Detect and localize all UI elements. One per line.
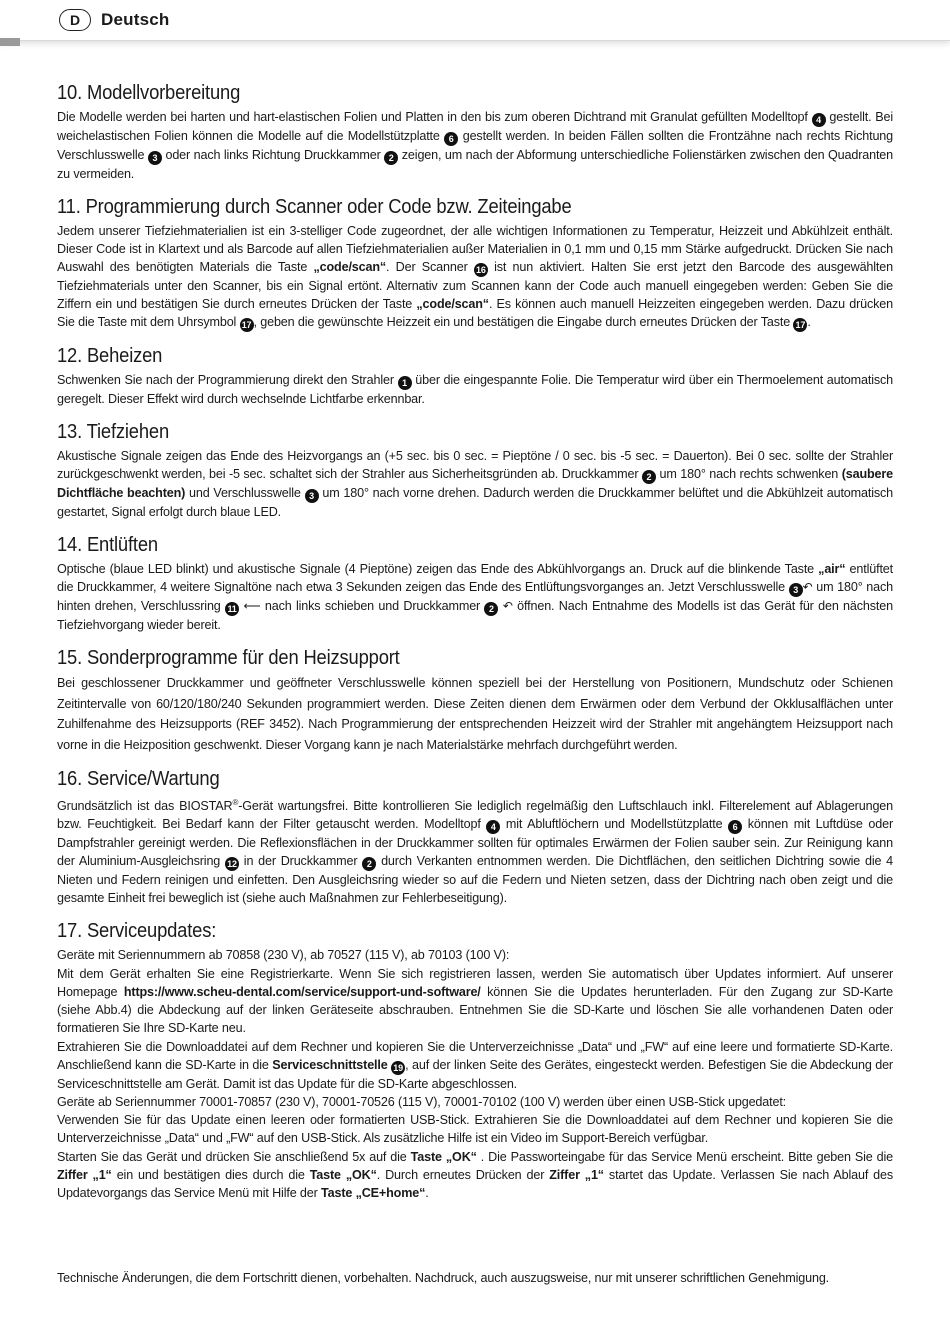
section-paragraph bbox=[57, 794, 893, 907]
text-run: Die Modelle werden bei harten und hart-elastischen Folien und Platten in den bis zum oberen Dichtrand mit Granulat gefüllten Modelltopf bbox=[57, 110, 812, 124]
section-paragraph: Geräte mit Seriennummern ab 70858 (230 V), ab 70527 (115 V), ab 70103 (100 V): bbox=[57, 948, 510, 963]
bold-term: Taste „OK“ bbox=[410, 1150, 477, 1165]
ref-number: 6 bbox=[444, 132, 458, 146]
text-run: gestellt. Bei weichelastischen Folien können die Modelle auf die Modellstützplatte bbox=[57, 110, 893, 143]
left-arrow-icon: ⟵ bbox=[243, 599, 261, 613]
bold-term: „air“ bbox=[818, 562, 846, 576]
ref-number: 11 bbox=[225, 602, 239, 616]
section-paragraph bbox=[57, 108, 893, 183]
ref-number: 6 bbox=[728, 820, 742, 834]
text-run: um 180° nach hinten drehen, Verschlussring bbox=[57, 580, 893, 613]
section-paragraph: Geräte ab Seriennummer 70001-70857 (230 V), 70001-70526 (115 V), 70001-70102 (100 V) werden über einen USB-Stick upgedatet: bbox=[57, 1095, 787, 1110]
text-run: gestellt werden. In beiden Fällen sollten die Frontzähne nach rechts Richtung Verschlusswelle bbox=[57, 129, 894, 162]
ref-number: 1 bbox=[398, 376, 412, 390]
text-run: -Gerät wartungsfrei. Bitte kontrollieren Sie lediglich regelmäßig den Luftschlauch inkl. Filterelement auf Ablagerungen bzw. Feuchtigkeit. Bei Bedarf kann der Filter getauscht werden. Modelltopf bbox=[57, 799, 893, 832]
text-run: Grundsätzlich ist das BIOSTAR bbox=[57, 799, 233, 814]
rotate-back-arrow-icon: ↶ bbox=[502, 599, 513, 613]
section-entlueften bbox=[57, 534, 893, 634]
text-run: in der Druckkammer bbox=[238, 854, 363, 869]
section-paragraph bbox=[57, 371, 893, 408]
bold-term: Taste „CE+home“ bbox=[321, 1186, 426, 1201]
text-run: , geben die gewünschte Heizzeit ein und bestätigen die Eingabe durch erneutes Drücken der Taste bbox=[253, 315, 794, 329]
ref-number: 3 bbox=[789, 583, 803, 597]
bold-term: (saubere Dichtfläche beachten) bbox=[57, 467, 893, 500]
text-run: , auf der linken Seite des Gerätes, eingesteckt werden. Befestigen Sie die Abdeckung der Serviceschnittstelle am Gerät. Damit ist das Update für die SD-Karte abgeschlossen. bbox=[57, 1058, 893, 1092]
text-run: mit Abluftlöchern und Modellstützplatte bbox=[500, 817, 729, 832]
ref-number: 17 bbox=[240, 318, 254, 332]
text-run: nach links schieben und Druckkammer bbox=[260, 599, 485, 613]
text-run: Starten Sie das Gerät und drücken Sie anschließend 5x auf die bbox=[57, 1150, 411, 1165]
ref-number: 2 bbox=[484, 602, 498, 616]
ref-number: 2 bbox=[384, 151, 398, 165]
bold-term: Taste „OK“ bbox=[309, 1168, 377, 1183]
document-body bbox=[57, 82, 893, 1215]
text-run: durch Verkanten entnommen werden. Die Dichtflächen, den seitlichen Dichtring sowie die 4 Nieten und Federn reinigen und einfetten. Den Ausgleichsring wieder so auf die Federn und Nieten setzen, dass der Dichtring nach oben zeigt und die gesamte Einheit frei beweglich ist (siehe auch Maßnahmen zur Fehlerbeseitigung). bbox=[57, 854, 893, 906]
text-run: und Verschlusswelle bbox=[185, 486, 305, 500]
registered-mark: ® bbox=[232, 798, 239, 807]
ref-number: 2 bbox=[362, 857, 376, 871]
bold-term: „code/scan“ bbox=[313, 260, 387, 274]
text-run: . bbox=[807, 315, 811, 329]
section-paragraph bbox=[57, 560, 893, 634]
text-run: . Es können auch manuell Heizzeiten eingegeben werden. Dazu drücken Sie die Taste mit dem Uhrsymbol bbox=[57, 297, 893, 329]
section-modellvorbereitung bbox=[57, 82, 893, 183]
section-paragraph bbox=[57, 965, 893, 1037]
rotate-back-arrow-icon: ↶ bbox=[802, 580, 813, 594]
text-run: ein und bestätigen dies durch die bbox=[111, 1168, 310, 1183]
text-run: entlüftet die Druckkammer, 4 weitere Signaltöne nach etwa 3 Sekunden zeigen das Ende des Entlüftungsvorganges an. Jetzt Verschlusswelle bbox=[57, 562, 894, 594]
bold-term: „code/scan“ bbox=[416, 297, 489, 311]
ref-number: 4 bbox=[812, 113, 826, 127]
section-programmierung bbox=[57, 196, 893, 332]
section-sonderprogramme bbox=[57, 647, 893, 755]
text-run: Bei geschlossener Druckkammer und geöffneter Verschlusswelle können speziell bei der Herstellung von Positionern, Mundschutz oder Schienen Zeitintervalle von 60/120/180/240 Sekunden programmiert werden. Diese Zeiten dienen dem Erwärmen oder dem Verbund der Okklusalflächen unter Zuhilfenahme des Heizsupports (REF 3452). Nach Programmierung der entsprechenden Heizzeit wird der Strahler mit angehängtem Heizsupport nach vorne in die Heizposition geschwenkt. Dieser Vorgang kann je nach Materialstärke mehrfach durchgeführt werden. bbox=[57, 676, 893, 752]
section-service-wartung bbox=[57, 768, 893, 907]
ref-number: 3 bbox=[305, 489, 319, 503]
text-run: zeigen, um nach der Abformung unterschiedliche Folienstärken zwischen den Quadranten zu vermeiden. bbox=[57, 148, 893, 181]
section-title: 16. Service/Wartung bbox=[57, 768, 220, 790]
text-run: Extrahieren Sie die Downloaddatei auf dem Rechner und kopieren Sie die Unterverzeichnisse „Data“ und „FW“ auf eine leere und formatierte SD-Karte. Anschließend kann die SD-Karte in die bbox=[57, 1040, 893, 1073]
text-run: . Durch erneutes Drücken der bbox=[376, 1168, 550, 1183]
section-title: 17. Serviceupdates: bbox=[57, 920, 217, 943]
bold-term: Serviceschnittstelle bbox=[272, 1058, 388, 1073]
language-badge: D bbox=[59, 9, 91, 31]
text-run: Optische (blaue LED blinkt) und akustische Signale (4 Pieptöne) zeigen das Ende des Abkühlvorgangs an. Druck auf die blinkende Taste bbox=[57, 562, 819, 576]
footer-note: Technische Änderungen, die dem Fortschritt dienen, vorbehalten. Nachdruck, auch auszugsweise, nur mit unserer schriftlichen Genehmigung. bbox=[57, 1271, 830, 1285]
text-run: Mit dem Gerät erhalten Sie eine Registrierkarte. Wenn Sie sich registrieren lassen, werden Sie automatisch über Updates informiert. Auf unserer Homepage bbox=[57, 967, 893, 1000]
ref-number: 4 bbox=[486, 820, 500, 834]
text-run: Jedem unserer Tiefziehmaterialien ist ein 3-stelliger Code zugeordnet, der alle wichtigen Informationen zu Temperatur, Heizzeit und Abkühlzeit enthält. Dieser Code ist in Klartext und als Barcode auf allen Tiefziehmaterialien außer Materialien in 0,1 mm und 0,15 mm Stärke aufgedruckt. Drücken Sie nach Auswahl des benötigten Materials die Taste bbox=[57, 224, 893, 274]
text-run: . Der Scanner bbox=[386, 260, 474, 274]
section-tiefziehen bbox=[57, 421, 893, 521]
ref-number: 19 bbox=[391, 1061, 405, 1075]
section-title: 10. Modellvorbereitung bbox=[57, 82, 241, 104]
header-accent-strip bbox=[0, 38, 20, 46]
section-serviceupdates bbox=[57, 920, 893, 1202]
text-run: . Die Passworteingabe für das Service Menü erscheint. Bitte geben Sie die bbox=[476, 1150, 894, 1165]
ref-number: 16 bbox=[474, 263, 488, 277]
text-run: über die eingespannte Folie. Die Temperatur wird über ein Thermoelement automatisch geregelt. Dieser Effekt wird durch wechselnde Lichtfarbe erkennbar. bbox=[57, 373, 893, 406]
text-run: um 180° nach rechts schwenken bbox=[655, 467, 842, 481]
section-paragraph bbox=[57, 222, 893, 332]
homepage-link[interactable]: https://www.scheu-dental.com/service/support-und-software/ bbox=[123, 985, 481, 1000]
section-paragraph: Verwenden Sie für das Update einen leeren oder formatierten USB-Stick. Extrahieren Sie die Downloaddatei auf dem Rechner und kopieren Sie die Unterverzeichnisse „Data“ und „FW“ auf den USB-Stick. Als zusätzliche Hilfe ist ein Video im Support-Bereich verfügbar. bbox=[57, 1113, 893, 1146]
text-run: startet das Update. Verlassen Sie nach Ablauf des Updatevorgangs das Service Menü mit Hilfe der bbox=[57, 1168, 893, 1201]
text-run: . bbox=[425, 1186, 429, 1201]
section-beheizen bbox=[57, 345, 893, 408]
section-paragraph bbox=[57, 1148, 893, 1202]
text-run: Schwenken Sie nach der Programmierung direkt den Strahler bbox=[57, 373, 398, 387]
text-run: öffnen. Nach Entnahme des Modells ist das Gerät für den nächsten Tiefziehvorgang wieder bereit. bbox=[57, 599, 893, 632]
text-run: können Sie die Updates herunterladen. Für den Zugang zur SD-Karte (siehe Abb.4) die Abdeckung auf der linken Geräteseite abschrauben. Entnehmen Sie die SD-Karte und löschen Sie alle vorhandenen Daten oder formatieren Sie Ihre SD-Karte neu. bbox=[57, 985, 893, 1036]
section-paragraph bbox=[57, 447, 893, 521]
text-run: ist nun aktiviert. Halten Sie erst jetzt den Barcode des ausgewählten Tiefziehmaterials unter den Scanner, bis ein Signal ertönt. Alternativ zum Scannen kann der Code auch manuell eingegeben werden: Geben Sie die Ziffern ein und bestätigen Sie durch erneutes Drücken der Taste bbox=[57, 260, 893, 311]
language-label: Deutsch bbox=[101, 10, 170, 29]
section-paragraph bbox=[57, 1038, 893, 1093]
text-run: Akustische Signale zeigen das Ende des Heizvorgangs an (+5 sec. bis 0 sec. = Pieptöne / 0 sec. bis -5 sec. = Dauerton). Bei 0 sec. sollte der Strahler zurückgeschwenkt werden, bei -5 sec. schaltet sich der Strahler aus Sicherheitsgründen ab. Druckkammer bbox=[57, 449, 893, 481]
ref-number: 2 bbox=[642, 470, 656, 484]
bold-term: Ziffer „1“ bbox=[549, 1168, 604, 1183]
text-run: um 180° nach vorne drehen. Dadurch werden die Druckkammer belüftet und die Abkühlzeit automatisch gestartet, Signal erfolgt durch blaue LED. bbox=[57, 486, 893, 519]
section-title: 15. Sonderprogramme für den Heizsupport bbox=[57, 647, 400, 669]
text-run: können mit Luftdüse oder Dampfstrahler gereinigt werden. Die Reflexionsflächen in der Druckkammer sollten für optimales Erwärmen der Folien sauber sein. Zur Reinigung kann der Aluminium-Ausgleichsring bbox=[57, 817, 893, 869]
section-title: 11. Programmierung durch Scanner oder Code bzw. Zeiteingabe bbox=[57, 196, 572, 218]
section-title: 14. Entlüften bbox=[57, 534, 158, 556]
section-title: 13. Tiefziehen bbox=[57, 421, 169, 443]
section-paragraph bbox=[57, 673, 893, 755]
bold-term: Ziffer „1“ bbox=[57, 1168, 112, 1183]
ref-number: 12 bbox=[225, 857, 239, 871]
section-title: 12. Beheizen bbox=[57, 345, 163, 367]
text-run: oder nach links Richtung Druckkammer bbox=[161, 148, 385, 162]
ref-number: 3 bbox=[148, 151, 162, 165]
ref-number: 17 bbox=[793, 318, 807, 332]
